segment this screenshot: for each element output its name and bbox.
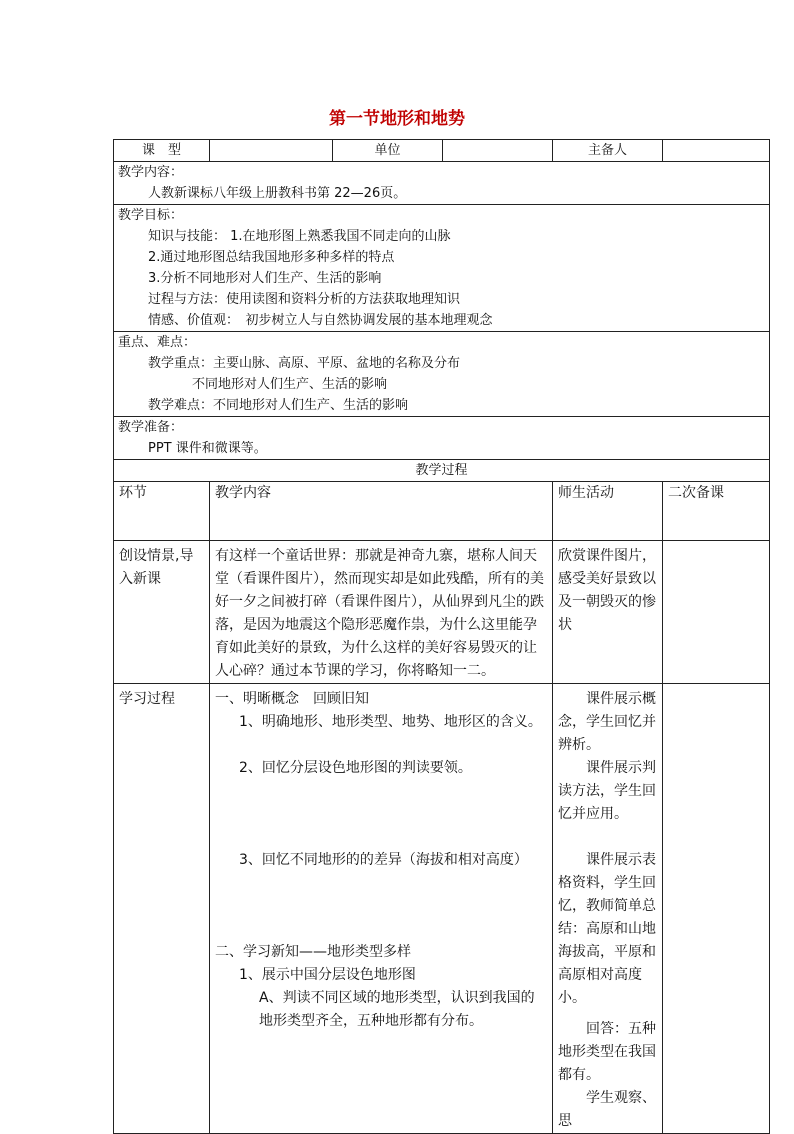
goal-line: 2.通过地形图总结我国地形多种多样的特点 <box>148 250 395 265</box>
prep-text: PPT 课件和微课等。 <box>148 441 267 456</box>
preparer-value <box>663 140 770 162</box>
prep-row <box>114 417 770 460</box>
activity-line: 课件展示表格资料，学生回忆，教师简单总结：高原和山地海拔高，平原和高原相对高度小。 <box>558 852 656 1006</box>
stage-cell: 学习过程 <box>114 684 210 1134</box>
process-column-header-row <box>114 482 770 541</box>
goal-line: 3.分析不同地形对人们生产、生活的影响 <box>148 271 382 286</box>
table-row <box>114 541 770 684</box>
goal-line: 情感、价值观： 初步树立人与自然协调发展的基本地理观念 <box>148 313 493 328</box>
process-heading-row <box>114 460 770 482</box>
preparer-label: 主备人 <box>553 140 663 162</box>
content-line: 2、回忆分层设色地形图的判读要领。 <box>239 760 472 776</box>
key-points-heading: 重点、难点： <box>118 335 197 350</box>
activity-cell: 欣赏课件图片，感受美好景致以及一朝毁灭的惨状 <box>553 541 663 684</box>
content-heading: 教学内容： <box>118 165 184 180</box>
activity-line: 回答：五种地形类型在我国都有。 <box>558 1021 656 1083</box>
second-prep-cell <box>663 684 770 1134</box>
col-activity-header: 师生活动 <box>553 482 663 541</box>
lesson-plan-table <box>113 139 770 1134</box>
content-row <box>114 162 770 205</box>
content-cell: 有这样一个童话世界：那就是神奇九寨，堪称人间天堂（看课件图片），然而现实却是如此残酷，所有的美好一夕之间被打碎（看课件图片），从仙界到凡尘的跌落，是因为地震这个隐形恶魔作祟，为什么这里能孕育如此美好的景致，为什么这样的美好容易毁灭的让人心碎？通过本节课的学习，你将略知一二。 <box>210 541 553 684</box>
course-type-value <box>210 140 333 162</box>
content-line: A、判读不同区域的地形类型，认识到我国的地形类型齐全，五种地形都有分布。 <box>259 990 535 1029</box>
content-cell <box>210 684 553 1134</box>
content-line: 一、明晰概念 回顾旧知 <box>215 691 369 707</box>
table-row <box>114 684 770 1134</box>
goals-heading: 教学目标： <box>118 208 184 223</box>
difficult-point-line: 教学难点：不同地形对人们生产、生活的影响 <box>148 398 409 413</box>
content-line: 3、回忆不同地形的的差异（海拔和相对高度） <box>239 852 528 868</box>
content-text: 人教新课标八年级上册教科书第 22—26页。 <box>148 186 407 201</box>
activity-line: 课件展示判读方法，学生回忆并应用。 <box>558 760 656 822</box>
key-points-row <box>114 332 770 417</box>
activity-line: 学生观察、思 <box>558 1090 656 1129</box>
key-point-line: 教学重点：主要山脉、高原、平原、盆地的名称及分布 <box>148 356 461 371</box>
goal-line: 过程与方法：使用读图和资料分析的方法获取地理知识 <box>148 292 461 307</box>
col-content-header: 教学内容 <box>210 482 553 541</box>
activity-cell <box>553 684 663 1134</box>
goals-row <box>114 205 770 332</box>
key-point-line: 不同地形对人们生产、生活的影响 <box>192 377 388 392</box>
unit-value <box>443 140 553 162</box>
course-type-label: 课 型 <box>114 140 210 162</box>
header-row <box>114 140 770 162</box>
goal-line: 知识与技能： 1.在地形图上熟悉我国不同走向的山脉 <box>148 229 451 244</box>
prep-heading: 教学准备： <box>118 420 184 435</box>
content-line: 1、展示中国分层设色地形图 <box>239 967 416 983</box>
activity-line: 课件展示概念，学生回忆并辨析。 <box>558 691 656 753</box>
unit-label: 单位 <box>333 140 443 162</box>
process-heading: 教学过程 <box>114 460 770 482</box>
content-line: 1、明确地形、地形类型、地势、地形区的含义。 <box>239 714 542 730</box>
page-title: 第一节地形和地势 <box>329 109 465 129</box>
stage-cell: 创设情景,导入新课 <box>114 541 210 684</box>
col-stage-header: 环节 <box>114 482 210 541</box>
second-prep-cell <box>663 541 770 684</box>
content-line: 二、学习新知——地形类型多样 <box>215 944 411 960</box>
col-second-header: 二次备课 <box>663 482 770 541</box>
